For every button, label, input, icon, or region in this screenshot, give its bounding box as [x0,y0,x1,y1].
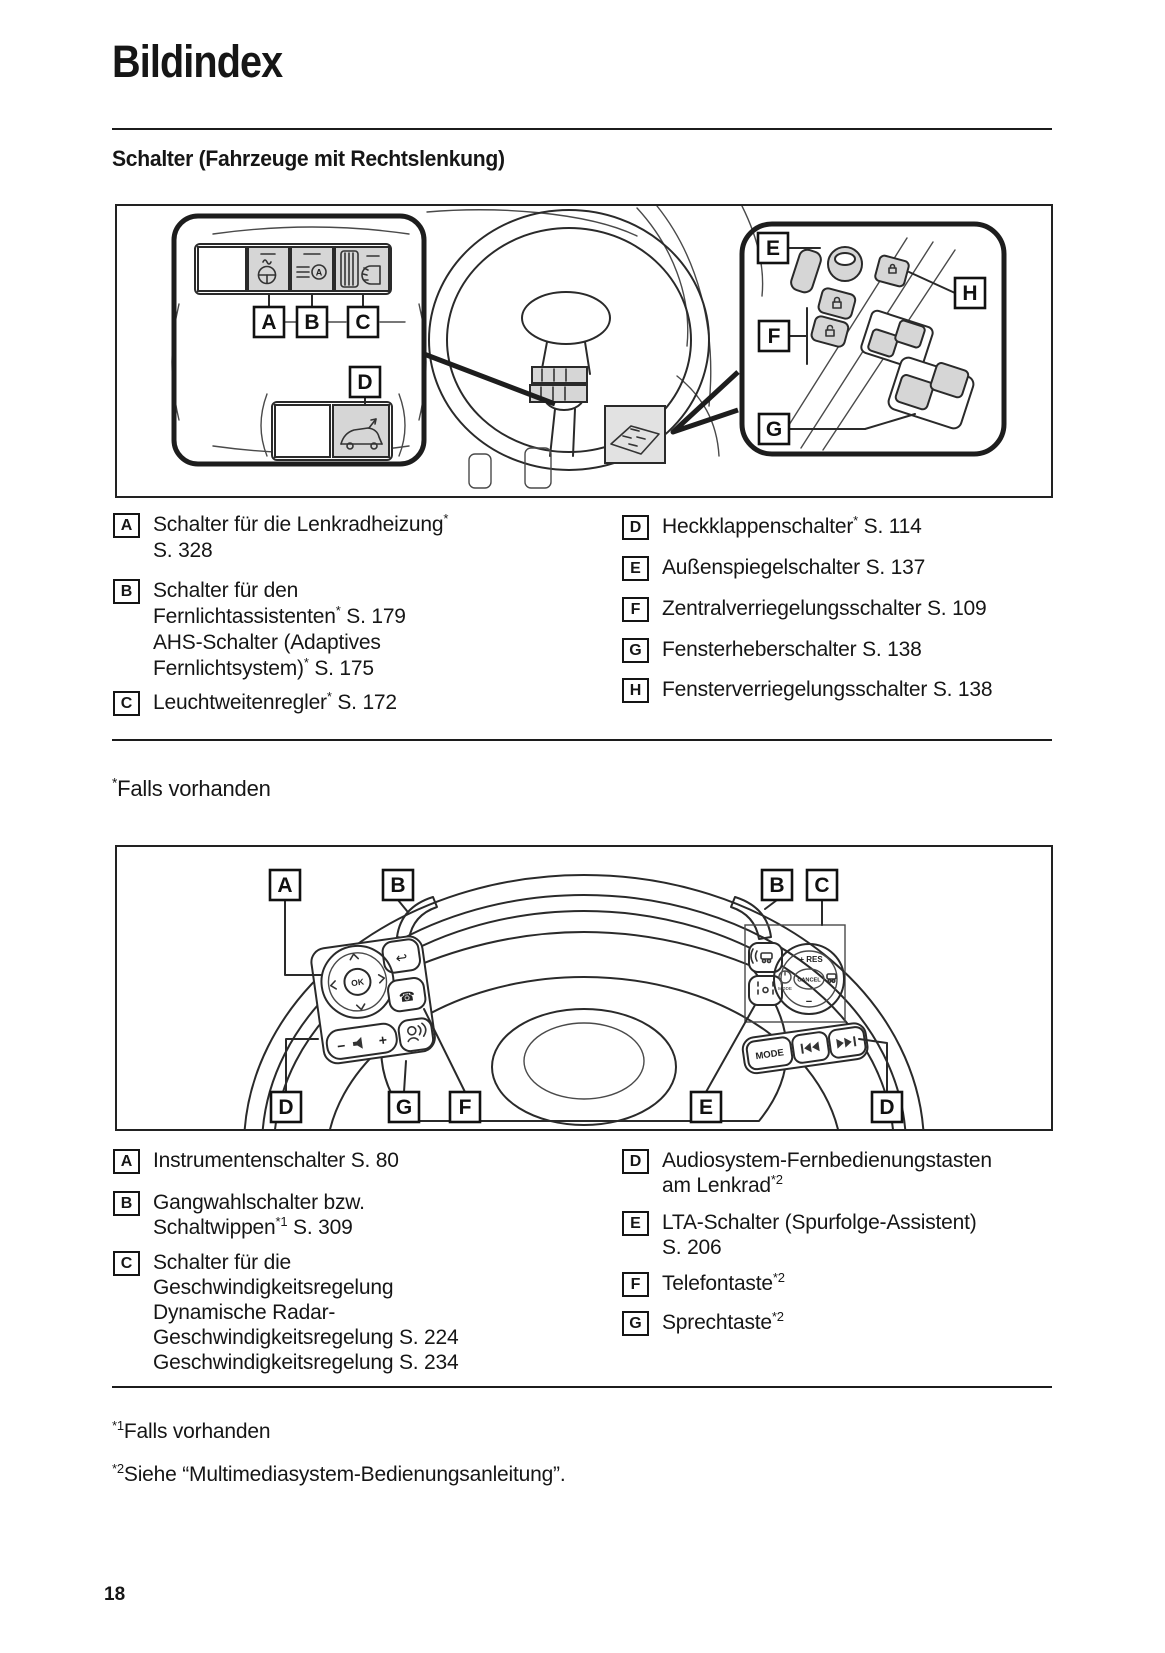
headlight-leveling-switch [335,247,389,291]
callout-h [955,278,985,308]
legend-item-e [622,555,1052,581]
svg-text:A: A [277,874,293,897]
section-heading: Schalter (Fahrzeuge mit Rechtslenkung) [112,146,505,171]
pedal-sketch [469,454,491,488]
callout-e [758,233,788,263]
marker-d: D [622,515,649,540]
callout-g [759,414,789,444]
callout2-c [807,870,837,900]
callout2-b-right [762,870,792,900]
svg-text:A: A [261,311,277,334]
legend-text-a: Schalter für die Lenkradheizung* S. 328 [153,511,449,562]
legend-item-h [622,677,1052,703]
legend2-text-f: Telefontaste$^{*2}$ [662,1270,785,1295]
marker2-f: F [622,1272,649,1297]
phone-icon: ☎ [397,988,417,1006]
legend-item-b [113,578,583,682]
footnote-star2: $^{*2}$Siehe “Multimediasystem-Bedienungsanleitung”. [112,1461,566,1486]
marker2-g: G [622,1311,649,1336]
dashboard-diagram-art [117,206,1051,496]
svg-text:B: B [304,311,320,334]
legend2-text-a: Instrumentenschalter S. 80 [153,1149,399,1172]
back-icon: ↩ [394,948,409,967]
legend-text-d: Heckklappenschalter* S. 114 [662,513,922,538]
legend-text-h: Fensterverriegelungsschalter S. 138 [662,678,993,701]
blank-switch-slot-2 [275,405,330,457]
legend-item-c [113,690,583,716]
legend-text-g: Fensterheberschalter S. 138 [662,638,922,661]
mode-dial-label: MODE [778,986,792,991]
door-switch-inset [605,406,665,463]
legend-text-e: Außenspiegelschalter S. 137 [662,556,926,579]
airbag-pad [381,932,786,1121]
marker-a: A [113,513,140,538]
callout2-g [389,1092,419,1122]
legend2-text-b: Gangwahlschalter bzw. Schaltwippen$^{*1}$ S. 309 [153,1191,365,1239]
section-divider-2 [112,1386,1052,1388]
svg-text:C: C [355,311,371,334]
legend-item-f [622,596,1052,622]
callout2-d-right [872,1092,902,1122]
title-divider [112,128,1052,130]
right-switch-cluster [741,925,869,1075]
marker-g: G [622,638,649,663]
mirror-select-switch [789,248,823,295]
footnote-star1: $^{*1}$Falls vorhanden [112,1418,271,1443]
svg-text:F: F [458,1096,472,1119]
marker2-a: A [113,1149,140,1174]
legend-item-d [622,514,1052,540]
left-switch-cluster [310,935,437,1065]
mode-label: MODE [754,1047,785,1063]
cruise-car-icon [827,974,836,982]
dashboard-switch-panel [174,216,424,464]
steering-wheel-sketch [424,210,738,488]
legend2-text-c: Schalter für die Geschwindigkeitsregelung Dynamische Radar- Geschwindigkeitsregelung S. 224 Geschwindigkeitsregelung S. 234 [153,1251,459,1374]
res-label: + RES [799,955,823,964]
callout-c [348,307,378,337]
diagram-steering-wheel-switches [115,845,1053,1131]
legend2-item-b [113,1190,583,1240]
legend2-text-e: LTA-Schalter (Spurfolge-Assistent) S. 206 [662,1211,977,1259]
svg-text:G: G [765,418,783,441]
cancel-label: CANCEL [797,977,821,984]
footnote-if-equipped: *Falls vorhanden [112,775,271,801]
marker2-d: D [622,1149,649,1174]
svg-text:H: H [962,282,978,305]
legend2-item-a [113,1148,583,1174]
svg-text:OK: OK [350,976,365,989]
blank-switch-slot [198,247,246,291]
callout-b [297,307,327,337]
legend-text-f: Zentralverriegelungsschalter S. 109 [662,597,987,620]
callout2-f [450,1092,480,1122]
legend-text-b: Schalter für den Fernlichtassistenten* S. 179 AHS-Schalter (Adaptives Fernlichtsystem)* S. 175 [153,579,406,680]
callout2-e [691,1092,721,1122]
audio-mode-row [741,1022,869,1075]
callout-d [350,367,380,397]
svg-text:A: A [315,267,323,278]
marker-b: B [113,579,140,604]
svg-text:B: B [390,874,406,897]
svg-text:D: D [879,1096,895,1119]
steering-wheel-diagram-art [117,847,1051,1129]
svg-text:E: E [765,237,781,260]
svg-text:D: D [278,1096,294,1119]
callout2-d-left [271,1092,301,1122]
volume-plus: + [377,1031,388,1049]
legend2-item-c [113,1250,583,1375]
marker-c: C [113,691,140,716]
svg-text:G: G [395,1096,413,1119]
svg-text:C: C [814,874,830,897]
svg-text:D: D [357,371,373,394]
legend2-text-d: Audiosystem-Fernbedienungstasten am Lenkrad$^{*2}$ [662,1149,992,1197]
marker-h: H [622,678,649,703]
horn-pad [492,1009,676,1125]
callout-f [759,321,789,351]
marker-f: F [622,597,649,622]
legend2-item-d [622,1148,1052,1198]
page-title: Bildindex [112,36,283,87]
svg-text:E: E [698,1096,714,1119]
callout-a [254,307,284,337]
legend-item-a [113,512,583,564]
marker2-e: E [622,1211,649,1236]
marker-e: E [622,556,649,581]
callout2-a [270,870,300,900]
tailgate-switch [333,405,389,457]
svg-text:F: F [767,325,781,348]
section-divider [112,739,1052,741]
svg-text:B: B [769,874,785,897]
legend2-text-g: Sprechtaste$^{*2}$ [662,1309,784,1334]
door-lock-switch [817,287,856,320]
volume-minus: − [336,1037,347,1055]
door-unlock-switch [810,315,849,348]
legend-text-c: Leuchtweitenregler* S. 172 [153,689,397,714]
set-minus-label: − [805,996,813,1008]
legend2-item-e [622,1210,1052,1260]
legend2-item-f [622,1271,1052,1297]
talk-button [397,1017,434,1052]
vehicle-distance-button [749,943,782,972]
marker2-b: B [113,1191,140,1216]
legend-item-g [622,637,1052,663]
page-number: 18 [104,1584,126,1605]
diagram-switches-dashboard [115,204,1053,498]
lta-button [749,976,782,1005]
marker2-c: C [113,1251,140,1276]
console-switch-bank [532,367,587,383]
callout2-b-left [383,870,413,900]
legend2-item-g [622,1310,1052,1336]
